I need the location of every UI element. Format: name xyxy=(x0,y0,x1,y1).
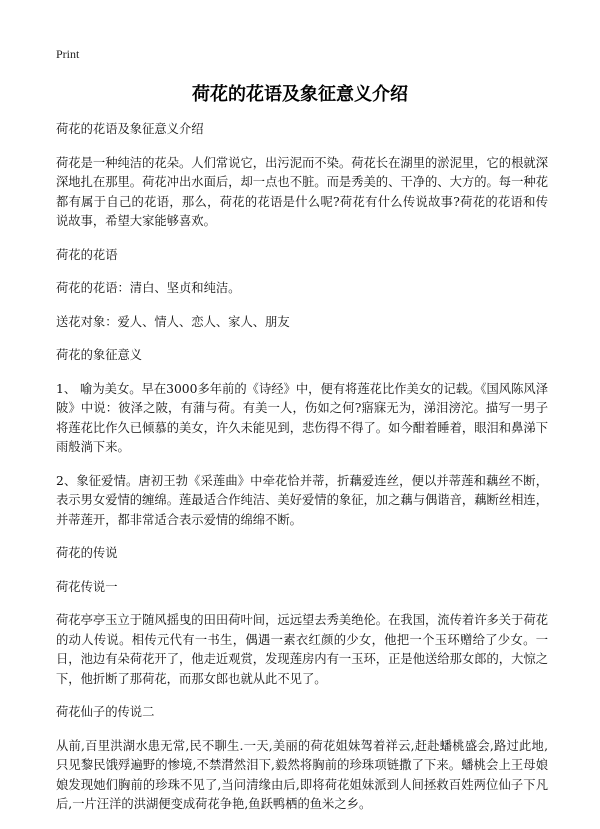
gift-targets-text: 送花对象：爱人、情人、恋人、家人、朋友 xyxy=(56,314,290,329)
section-heading-symbolism: 荷花的象征意义 xyxy=(56,348,143,362)
legend-1-paragraph: 荷花亭亭玉立于随风摇曳的田田荷叶间，远远望去秀美绝伦。在我国，流传着许多关于荷花的动人传说。相传元代有一书生，偶遇一素衣红颜的少女，他把一个玉环赠给了少女。一日，池边有朵荷花开了，他走近观赏，发现莲房内有一玉环，正是他送给那女郎的，大惊之下，他折断了那荷花，而那女郎也就从此不见了。 xyxy=(56,613,548,686)
article-body xyxy=(56,120,548,829)
article-subtitle: 荷花的花语及象征意义介绍 xyxy=(56,122,204,136)
symbol-paragraph-2: 2、象征爱情。唐初王勃《采莲曲》中牵花恰并蒂，折藕爱连丝，便以并蒂莲和藕丝不断，表示男女爱情的缠绵。莲最适合作纯洁、美好爱情的象征，加之藕与偶谐音，藕断丝相连，并蒂莲开，都非常适合表示爱情的绵绵不断。 xyxy=(56,473,548,527)
legend-2-paragraph: 从前,百里洪湖水患无常,民不聊生.一天,美丽的荷花姐妹驾着祥云,赶赴蟠桃盛会,路过此地,只见黎民饿殍遍野的惨境,不禁潸然泪下,毅然将胸前的珍珠项链撒了下来。蟠桃会上王母娘娘发现她们胸前的珍珠不见了,当问清缘由后,即将荷花姐妹派到人间拯救百姓两位仙子下凡后,一片汪洋的洪湖便变成荷花争艳,鱼跃鸭栖的鱼米之乡。 xyxy=(56,738,548,811)
legend-2-heading: 荷花仙子的传说二 xyxy=(56,705,155,719)
section-heading-flower-language: 荷花的花语 xyxy=(56,247,118,262)
section-heading-legends: 荷花的传说 xyxy=(56,546,118,560)
flower-language-text: 荷花的花语：清白、坚贞和纯洁。 xyxy=(56,281,241,295)
symbol-paragraph-1: 1、 喻为美女。早在3000多年前的《诗经》中，便有将莲花比作美女的记载。《国风陈风泽陂》中说：彼泽之陂，有蒲与荷。有美一人，伤如之何?寤寐无为，涕泪滂沱。描写一男子将莲花比作久已倾慕的美女，许久未能见到，悲伤得不得了。如今酣着睡着，眼泪和鼻涕下雨般淌下来。 xyxy=(56,381,548,454)
print-link[interactable]: Print xyxy=(56,47,80,61)
legend-1-heading: 荷花传说一 xyxy=(56,579,118,594)
page-title: 荷花的花语及象征意义介绍 xyxy=(192,84,408,105)
intro-paragraph: 荷花是一种纯洁的花朵。人们常说它，出污泥而不染。荷花长在湖里的淤泥里，它的根就深深地扎在那里。荷花冲出水面后，却一点也不脏。而是秀美的、干净的、大方的。每一种花都有属于自己的花语，那么，荷花的花语是什么呢?荷花有什么传说故事?荷花的花语和传说故事，希望大家能够喜欢。 xyxy=(56,155,548,228)
